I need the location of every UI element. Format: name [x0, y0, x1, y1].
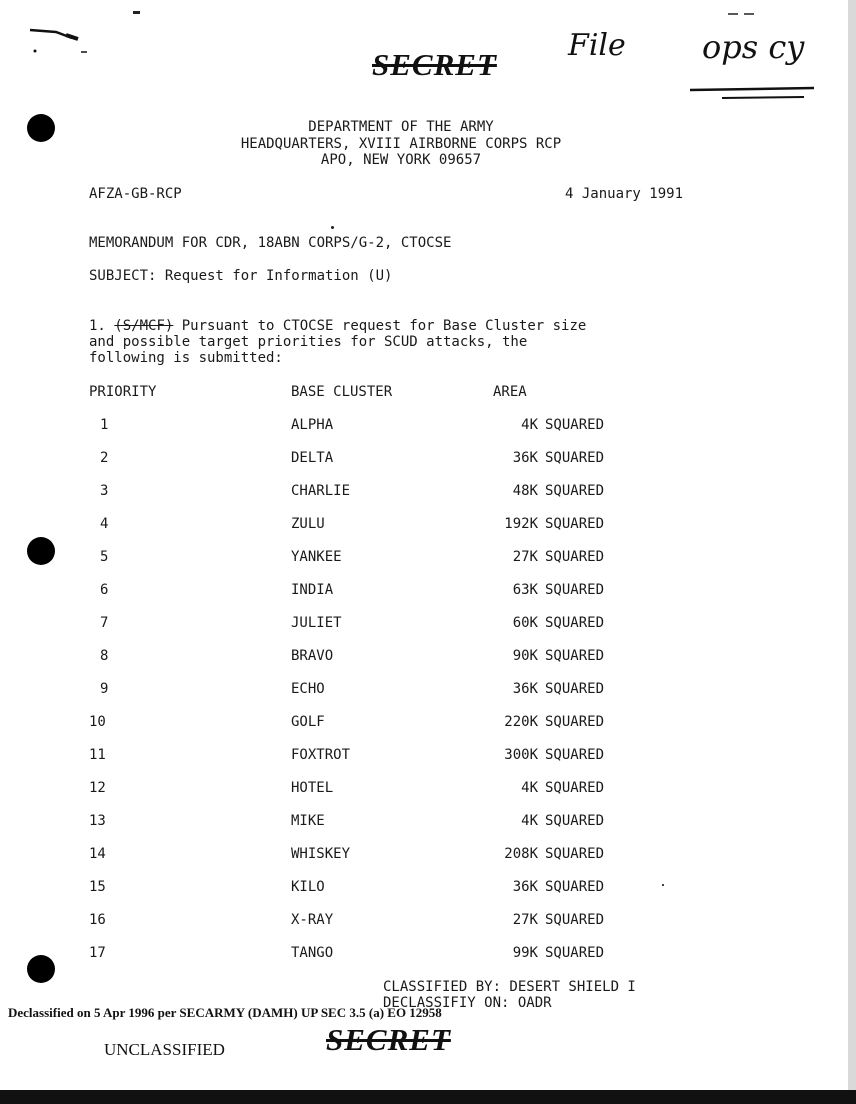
handwritten-note-file: File: [568, 28, 626, 63]
table-row: [0, 549, 856, 565]
cluster-cell: MIKE: [291, 813, 325, 829]
handwritten-note-ops: ops cy: [702, 28, 805, 66]
table-row: [0, 714, 856, 730]
unit-cell: SQUARED: [545, 747, 605, 763]
cluster-cell: ALPHA: [291, 417, 334, 433]
table-row: [0, 483, 856, 499]
cluster-cell: DELTA: [291, 450, 334, 466]
unit-cell: SQUARED: [545, 846, 605, 862]
area-cell: 208K: [504, 846, 538, 862]
table-row: [0, 681, 856, 697]
cluster-cell: KILO: [291, 879, 325, 895]
priority-cell: 13: [89, 813, 106, 829]
area-cell: 99K: [512, 945, 538, 961]
office-symbol: AFZA-GB-RCP: [89, 186, 182, 202]
scan-speck: [662, 884, 664, 886]
paragraph-1-text: Pursuant to CTOCSE request for Base Cluster size: [173, 318, 587, 334]
memo-date: 4 January 1991: [565, 186, 684, 202]
area-cell: 36K: [512, 450, 538, 466]
cluster-cell: CHARLIE: [291, 483, 351, 499]
scan-dash: [133, 11, 140, 14]
unit-cell: SQUARED: [545, 648, 605, 664]
priority-cell: 2: [100, 450, 109, 466]
unit-cell: SQUARED: [545, 813, 605, 829]
priority-cell: 7: [100, 615, 109, 631]
table-row: [0, 450, 856, 466]
subject-line: SUBJECT: Request for Information (U): [89, 268, 393, 284]
table-row: [0, 747, 856, 763]
unit-cell: SQUARED: [545, 582, 605, 598]
priority-cell: 8: [100, 648, 109, 664]
area-cell: 27K: [512, 912, 538, 928]
scan-speck: [331, 226, 334, 229]
cluster-cell: YANKEE: [291, 549, 342, 565]
table-row: [0, 912, 856, 928]
header-area: AREA: [493, 384, 527, 400]
priority-cell: 12: [89, 780, 106, 796]
table-row: [0, 780, 856, 796]
classification-marking: (S/MCF): [114, 318, 174, 334]
cluster-cell: BRAVO: [291, 648, 334, 664]
area-cell: 4K: [521, 417, 538, 433]
table-row: [0, 945, 856, 961]
cluster-cell: HOTEL: [291, 780, 334, 796]
letterhead-line-3: APO, NEW YORK 09657: [320, 152, 482, 168]
priority-cell: 5: [100, 549, 109, 565]
scan-bottom-border: [0, 1090, 856, 1104]
table-row: [0, 615, 856, 631]
area-cell: 60K: [512, 615, 538, 631]
priority-cell: 15: [89, 879, 106, 895]
priority-cell: 16: [89, 912, 106, 928]
area-cell: 90K: [512, 648, 538, 664]
unit-cell: SQUARED: [545, 450, 605, 466]
priority-cell: 4: [100, 516, 109, 532]
area-cell: 27K: [512, 549, 538, 565]
cluster-cell: TANGO: [291, 945, 334, 961]
table-row: [0, 813, 856, 829]
classification-stamp-bottom: SECRET: [326, 1022, 451, 1057]
table-row: [0, 417, 856, 433]
classification-stamp-top: SECRET: [372, 47, 497, 82]
priority-cell: 1: [100, 417, 109, 433]
cluster-cell: JULIET: [291, 615, 342, 631]
area-cell: 220K: [504, 714, 538, 730]
unit-cell: SQUARED: [545, 945, 605, 961]
cluster-cell: X-RAY: [291, 912, 334, 928]
letterhead-line-2: HEADQUARTERS, XVIII AIRBORNE CORPS RCP: [240, 136, 562, 152]
priority-cell: 6: [100, 582, 109, 598]
area-cell: 36K: [512, 879, 538, 895]
area-cell: 48K: [512, 483, 538, 499]
unit-cell: SQUARED: [545, 615, 605, 631]
table-header-row: [0, 384, 856, 400]
area-cell: 36K: [512, 681, 538, 697]
paragraph-1-line-2: and possible target priorities for SCUD attacks, the: [89, 334, 528, 350]
cluster-cell: GOLF: [291, 714, 325, 730]
declassify-on: DECLASSIFIY ON: OADR: [383, 995, 552, 1011]
handwritten-underline: [686, 8, 826, 104]
area-cell: 4K: [521, 813, 538, 829]
unit-cell: SQUARED: [545, 681, 605, 697]
unclassified-stamp: UNCLASSIFIED: [104, 1040, 225, 1059]
cluster-cell: ZULU: [291, 516, 325, 532]
area-cell: 300K: [504, 747, 538, 763]
table-row: [0, 879, 856, 895]
priority-cell: 14: [89, 846, 106, 862]
table-row: [0, 648, 856, 664]
priority-cell: 17: [89, 945, 106, 961]
table-row: [0, 846, 856, 862]
unit-cell: SQUARED: [545, 714, 605, 730]
unit-cell: SQUARED: [545, 417, 605, 433]
priority-cell: 9: [100, 681, 109, 697]
paragraph-1-line-3: following is submitted:: [89, 350, 283, 366]
cluster-cell: INDIA: [291, 582, 334, 598]
classified-by: CLASSIFIED BY: DESERT SHIELD I: [383, 979, 636, 995]
unit-cell: SQUARED: [545, 549, 605, 565]
header-base-cluster: BASE CLUSTER: [291, 384, 393, 400]
unit-cell: SQUARED: [545, 516, 605, 532]
area-cell: 63K: [512, 582, 538, 598]
area-cell: 192K: [504, 516, 538, 532]
paragraph-1-line-1: 1. (S/MCF) Pursuant to CTOCSE request for Base Cluster size: [89, 318, 587, 334]
unit-cell: SQUARED: [545, 912, 605, 928]
letterhead-line-1: DEPARTMENT OF THE ARMY: [308, 119, 494, 135]
priority-cell: 3: [100, 483, 109, 499]
unit-cell: SQUARED: [545, 780, 605, 796]
cluster-cell: ECHO: [291, 681, 325, 697]
declassification-note: Declassified on 5 Apr 1996 per SECARMY (DAMH) UP SEC 3.5 (a) EO 12958: [8, 1005, 442, 1020]
priority-cell: 10: [89, 714, 106, 730]
header-priority: PRIORITY: [89, 384, 157, 400]
table-row: [0, 516, 856, 532]
area-cell: 4K: [521, 780, 538, 796]
priority-cell: 11: [89, 747, 106, 763]
memorandum-for: MEMORANDUM FOR CDR, 18ABN CORPS/G-2, CTOCSE: [89, 235, 452, 251]
scan-artifact: [26, 22, 96, 56]
cluster-cell: WHISKEY: [291, 846, 351, 862]
unit-cell: SQUARED: [545, 879, 605, 895]
table-row: [0, 582, 856, 598]
unit-cell: SQUARED: [545, 483, 605, 499]
cluster-cell: FOXTROT: [291, 747, 351, 763]
